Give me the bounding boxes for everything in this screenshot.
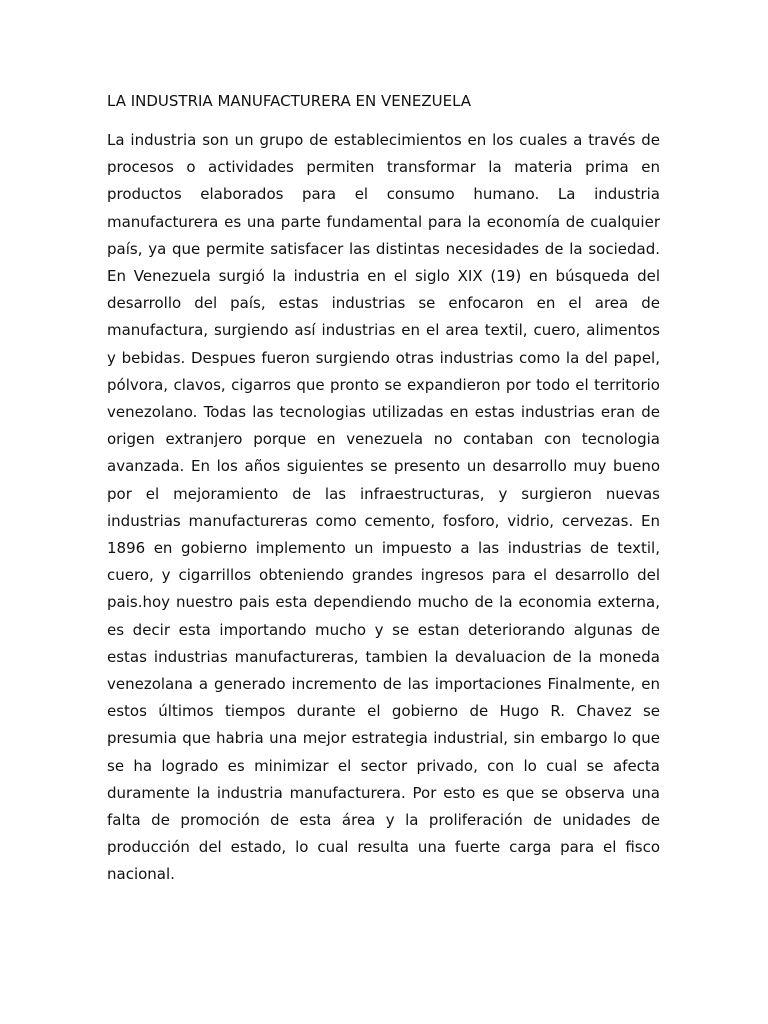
document-title: LA INDUSTRIA MANUFACTURERA EN VENEZUELA	[107, 92, 472, 110]
body-paragraph: La industria son un grupo de establecimientos en los cuales a través de procesos o actividades permiten transformar la materia prima en productos elaborados para el consumo humano. La industria manufacturera es una parte fundamental para la economía de cualquier país, ya que permite satisfacer las distintas necesidades de la sociedad. En Venezuela surgió la industria en el siglo XIX (19) en búsqueda del desarrollo del país, estas industrias se enfocaron en el area de manufactura, surgiendo así industrias en el area textil, cuero, alimentos y bebidas. Despues fueron surgiendo otras industrias como la del papel, pólvora, clavos, cigarros que pronto se expandieron por todo el territorio venezolano. Todas las tecnologias utilizadas en estas industrias eran de origen extranjero porque en venezuela no contaban con tecnologia avanzada. En los años siguientes se presento un desarrollo muy bueno por el mejoramiento de las infraestructuras, y surgieron nuevas industrias manufactureras como cemento, fosforo, vidrio, cervezas. En 1896 en gobierno implemento un impuesto a las industrias de textil, cuero, y cigarrillos obteniendo grandes ingresos para el desarrollo del pais.hoy nuestro pais esta dependiendo mucho de la economia externa, es decir esta importando mucho y se estan deteriorando algunas de estas industrias manufactureras, tambien la devaluacion de la moneda venezolana a generado incremento de las importaciones Finalmente, en estos últimos tiempos durante el gobierno de Hugo R. Chavez se presumia que habria una mejor estrategia industrial, sin embargo lo que se ha logrado es minimizar el sector privado, con lo cual se afecta duramente la industria manufacturera. Por esto es que se observa una falta de promoción de esta área y la proliferación de unidades de producción del estado, lo cual resulta una fuerte carga para el fisco nacional.	[107, 131, 660, 884]
